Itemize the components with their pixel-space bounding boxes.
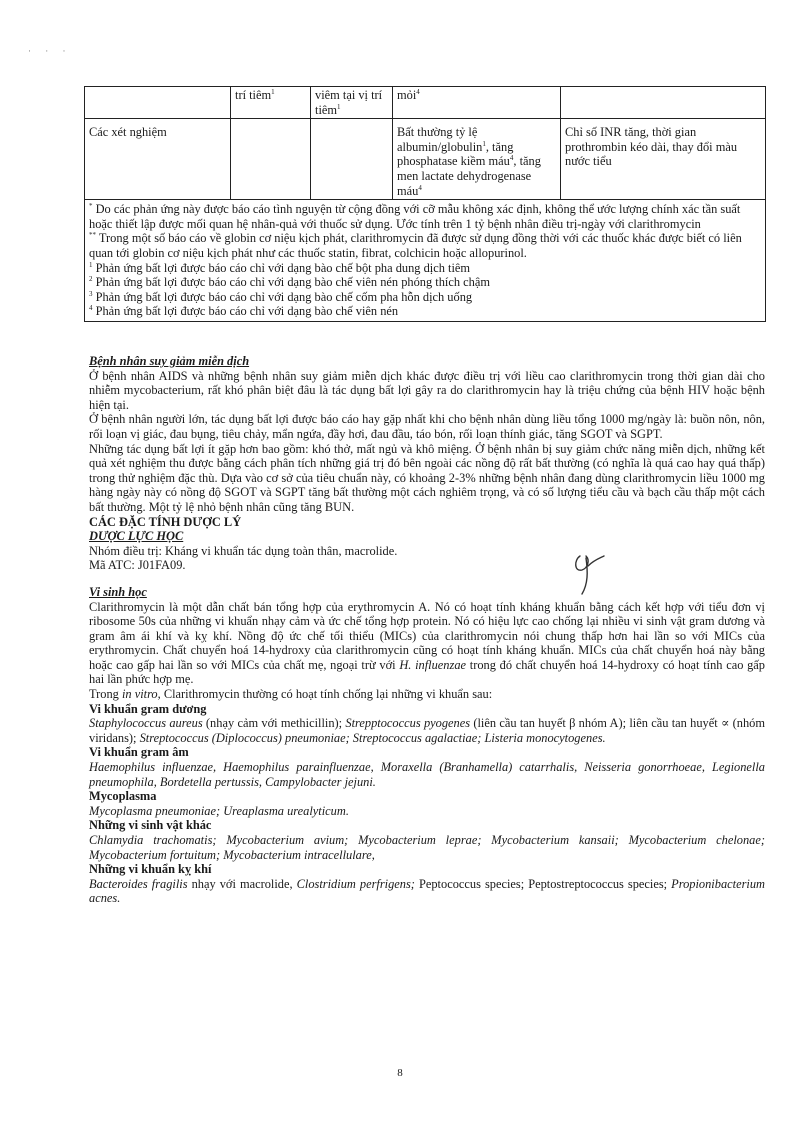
section-heading: CÁC ĐẶC TÍNH DƯỢC LÝ — [89, 514, 242, 529]
paragraph: Ở bệnh nhân người lớn, tác dụng bất lợi được báo cáo hay gặp nhất khi cho bệnh nhân dùng liều tổng 1000 mg/ngày là: buồn nôn, nôn, rối loạn vị giác, đau bụng, tiêu chảy, mẩn ngứa, đầy hơi, đau đầu, táo bón, rối loạn thính giác, tăng SGOT và SGPT. — [89, 412, 765, 441]
paragraph: Bacteroides fragilis nhạy với macrolide, Clostridium perfrigens; Peptococcus species; Peptostreptococcus species; Propionibacterium acnes. — [89, 876, 765, 906]
paragraph: Mã ATC: J01FA09. — [89, 558, 186, 573]
table-cell: Bất thường tỷ lệ albumin/globulin$^1$, tăng phosphatase kiềm máu$^4$, tăng men lactate dehydrogenase máu$^4$ — [393, 119, 561, 200]
body-text — [89, 354, 765, 906]
footnote: $^1$ Phản ứng bất lợi được báo cáo chỉ với dạng bào chế bột pha dung dịch tiêm — [89, 260, 471, 275]
table-row — [85, 119, 766, 200]
section-heading: Bệnh nhân suy giảm miễn dịch — [89, 354, 250, 368]
handwritten-initials — [570, 548, 610, 598]
paragraph: Chlamydia trachomatis; Mycobacterium avium; Mycobacterium leprae; Mycobacterium kansaii; Mycobacterium chelonae; Mycobacterium fortuitum; Mycobacterium intracellulare, — [89, 833, 765, 862]
paragraph: Những tác dụng bất lợi ít gặp hơn bao gồm: khó thở, mất ngủ và khô miệng. Ở bệnh nhân bị suy giảm chức năng miễn dịch, những kết quả xét nghiệm thu được bằng cách phân tích những giá trị đó bên ngoài các nồng độ rất bất thường (có nghĩa là quá cao hay quá thấp) trong thử nghiệm đặc thù. Dựa vào cơ sở của tiêu chuẩn này, có khoảng 2-3% những bệnh nhân đang dùng clarithromycin liều 1000 mg hàng ngày này có nồng độ SGOT và SGPT tăng bất thường một cách nghiêm trọng, và có số lượng tiểu cầu và bạch cầu thấp một cách bất thường. Một tỷ lệ nhỏ bệnh nhân cũng tăng BUN. — [89, 441, 765, 514]
paragraph: Ở bệnh nhân AIDS và những bệnh nhân suy giảm miễn dịch khác được điều trị với liều cao clarithromycin trong thời gian dài cho nhiễm mycobacterium, rất khó phân biệt đâu là tác dụng bất lợi gây ra do clarithromycin hay là triệu chứng của bệnh HIV hoặc bệnh hiện tại. — [89, 368, 765, 412]
paragraph: Trong in vitro, Clarithromycin thường có hoạt tính chống lại những vi khuẩn sau: — [89, 687, 493, 702]
footnote: $^2$ Phản ứng bất lợi được báo cáo chỉ với dạng bào chế viên nén phóng thích chậm — [89, 275, 490, 290]
table-cell: viêm tại vị trí tiêm$^1$ — [311, 87, 393, 119]
footnote: $^4$ Phản ứng bất lợi được báo cáo chỉ với dạng bào chế viên nén — [89, 304, 399, 319]
table-cell — [311, 119, 393, 200]
paragraph: Staphylococcus aureus (nhạy cảm với methicillin); Strepptococcus pyogenes (liên cầu tan huyết β nhóm A); liên cầu tan huyết ∝ (nhóm viridans); Streptococcus (Diplococcus) pneumoniae; Streptococcus agalactiae; Listeria monocytogenes. — [89, 716, 765, 745]
table-row-label: Các xét nghiệm — [85, 119, 231, 200]
organism-group-heading: Những vi sinh vật khác — [89, 818, 212, 833]
paragraph: Haemophilus influenzae, Haemophilus parainfluenzae, Moraxella (Branhamella) catarrhalis, Neisseria gonorrhoeae, Legionella pneumophila, Bordetella pertussis, Campylobacter jejuni. — [89, 760, 765, 789]
table-cell — [561, 87, 766, 119]
table-notes-row — [85, 200, 766, 322]
subsection-heading: DƯỢC LỰC HỌC — [89, 529, 184, 544]
table-cell: mỏi$^4$ — [393, 87, 561, 119]
subsection-heading: Vi sinh học — [89, 584, 147, 599]
table-cell: Chỉ số INR tăng, thời gian prothrombin kéo dài, thay đổi màu nước tiểu — [561, 119, 766, 200]
footnote: $^3$ Phản ứng bất lợi được báo cáo chỉ với dạng bào chế cốm pha hỗn dịch uống — [89, 289, 473, 304]
paragraph: Nhóm điều trị: Kháng vi khuẩn tác dụng toàn thân, macrolide. — [89, 543, 398, 558]
organism-group-heading: Vi khuẩn gram âm — [89, 745, 189, 760]
paragraph: Clarithromycin là một dẫn chất bán tổng hợp của erythromycin A. Nó có hoạt tính kháng khuẩn bằng cách kết hợp với tiểu đơn vị ribosome 50s của những vi khuẩn nhạy cảm và ức chế tổng hợp protein. Nó có hiệu lực cao chống lại nhiều vi sinh vật gram dương và gram âm ái khí và kỵ khí. Nồng độ ức chế tối thiểu (MICs) của clarithromycin nói chung thấp hơn hai lần so với MICs của erythromycin. Chất chuyển hoá 14-hydroxy của clarithromycin cũng có hoạt tính kháng khuẩn. MICs của chất chuyển hoá này bằng hoặc cao gấp hai lần so với MICs của chất mẹ, ngoại trừ với H. influenzae trong đó chất chuyển hoá 14-hydroxy có hoạt tính cao gấp hai lần phức hợp mẹ. — [89, 599, 765, 687]
page-number: 8 — [397, 1067, 403, 1079]
table-footnotes — [85, 200, 766, 322]
footnote: ** Trong một số báo cáo về globin cơ niệu kịch phát, clarithromycin đã được sử dụng đồng thời với các thuốc khác được biết có liên quan tới globin cơ niệu kịch phát như các thuốc statin, fibrat, colchicin hoặc allopurinol. — [89, 231, 742, 260]
paragraph: Mycoplasma pneumoniae; Ureaplasma urealyticum. — [89, 803, 349, 818]
table-cell — [231, 119, 311, 200]
footnote: * Do các phản ứng này được báo cáo tình nguyện từ cộng đồng với cỡ mẫu không xác định, không thể ước lượng chính xác tần suất hoặc thiết lập được mối quan hệ nhân-quả với thuốc sử dụng. Ước tính trên 1 tỷ bệnh nhân điều trị-ngày với clarithromycin — [89, 202, 741, 231]
scan-artifact-dots: · · · — [28, 46, 72, 56]
organism-group-heading: Những vi khuẩn kỵ khí — [89, 862, 212, 877]
table-cell: trí tiêm$^1$ — [231, 87, 311, 119]
table-row — [85, 87, 766, 119]
adverse-reactions-table — [84, 86, 766, 322]
organism-group-heading: Vi khuẩn gram dương — [89, 701, 207, 716]
organism-group-heading: Mycoplasma — [89, 789, 157, 804]
table-cell — [85, 87, 231, 119]
